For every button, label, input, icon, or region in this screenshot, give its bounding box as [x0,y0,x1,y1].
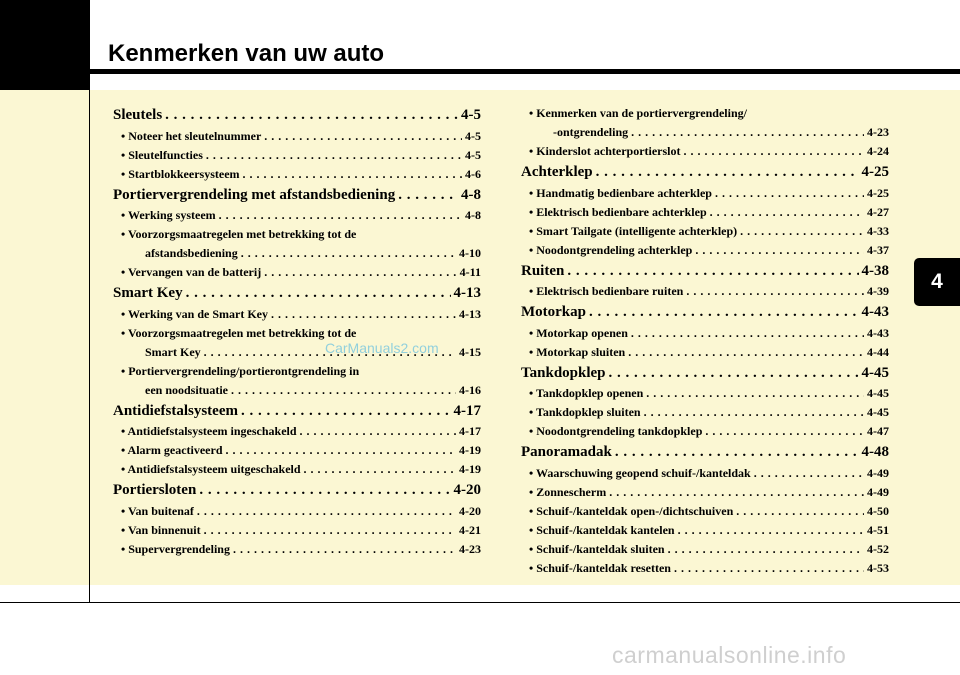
toc-page-number: 4-43 [867,325,889,340]
toc-entry[interactable] [521,422,889,441]
toc-entry[interactable] [113,441,481,460]
toc-entry[interactable] [113,127,481,146]
toc-section[interactable] [113,104,481,127]
toc-entry-title: Portiersloten [113,482,197,498]
toc-entry-title: • Werking van de Smart Key [121,306,268,321]
toc-entry[interactable] [113,165,481,184]
toc-page-number: 4-19 [459,462,481,476]
toc-page-number: 4-47 [867,424,889,438]
toc-page-number: 4-20 [459,503,481,518]
chapter-tab[interactable] [914,258,960,306]
toc-entry-title: • Elektrisch bedienbare achterklep [529,204,707,219]
toc-entry[interactable] [521,123,889,142]
toc-page-number: 4-52 [867,541,889,556]
toc-page-number: 4-48 [861,444,889,460]
toc-entry-title: • Portiervergrendeling/portierontgrendeling in [121,363,360,378]
leader-dots [204,521,456,540]
toc-entry-title: • Noteer het sleutelnummer [121,128,262,143]
toc-entry[interactable] [521,343,889,362]
toc-entry-title: • Voorzorgsmaatregelen met betrekking tot de [121,227,357,241]
toc-entry-title: • Sleutelfuncties [121,147,203,162]
toc-entry[interactable] [113,460,481,479]
toc-section[interactable] [521,441,889,464]
toc-page-number: 4-39 [867,284,889,298]
toc-entry-title: • Voorzorgsmaatregelen met betrekking tot de [121,325,357,340]
toc-page-number: 4-16 [459,382,481,397]
toc-entry[interactable] [521,241,889,260]
leader-dots [710,203,864,222]
toc-entry-title: • Tankdopklep sluiten [529,405,641,419]
toc-entry[interactable] [113,244,481,263]
toc-entry[interactable] [113,305,481,324]
leader-dots [736,502,864,521]
toc-entry[interactable] [521,502,889,521]
toc-page-number: 4-38 [861,262,889,279]
toc-section[interactable] [113,282,481,305]
toc-entry-title: • Kinderslot achterportierslot [529,144,681,158]
toc-entry-title: • Van binnenuit [121,522,201,537]
toc-page-number: 4-17 [459,424,481,438]
toc-page-number: 4-45 [861,364,889,381]
page-title: Kenmerken van uw auto [108,40,385,67]
leader-dots [226,441,457,460]
toc-entry-title: • Van buitenaf [121,503,194,518]
toc-section[interactable] [521,362,889,385]
leader-dots [705,422,864,441]
toc-entry[interactable] [521,483,889,502]
leader-dots [715,184,864,203]
site-watermark: carmanualsonline.info [612,642,847,668]
toc-page-number: 4-44 [867,344,889,359]
toc-entry-title: • Werking systeem [121,208,216,222]
corner-block [0,0,90,90]
toc-section[interactable] [113,400,481,423]
toc-entry[interactable] [113,381,481,400]
toc-page-number: 4-17 [453,402,481,419]
toc-entry[interactable] [113,521,481,540]
toc-entry[interactable] [521,521,889,540]
leader-dots [219,206,462,225]
leader-dots [589,301,859,324]
leader-dots [686,282,864,301]
leader-dots [206,146,462,165]
leader-dots [243,165,462,184]
leader-dots [231,381,456,400]
toc-entry[interactable] [113,502,481,521]
leader-dots [398,184,458,207]
toc-entry-title: • Alarm geactiveerd [121,443,223,457]
toc-page-number: 4-5 [465,147,481,162]
toc-entry-title: • Tankdopklep openen [529,386,644,400]
toc-entry-title: • Noodontgrendeling achterklep [529,242,693,257]
leader-dots [233,540,456,559]
toc-page-number: 4-8 [461,186,481,203]
leader-dots [186,282,451,305]
toc-page-number: 4-24 [867,144,889,158]
toc-page-number: 4-49 [867,465,889,480]
toc-page-number: 4-10 [459,246,481,260]
toc-entry-title: • Schuif-/kanteldak sluiten [529,541,665,556]
toc-page-number: 4-53 [867,560,889,575]
leader-dots [596,161,859,184]
toc-page-number: 4-25 [867,185,889,200]
bottom-rule [0,602,960,603]
toc-entry-title: • Startblokkeersysteem [121,166,240,181]
toc-entry[interactable] [113,540,481,559]
leader-dots [674,559,864,578]
toc-section[interactable] [521,301,889,324]
toc-entry-title: • Smart Tailgate (intelligente achterklep) [529,223,738,238]
toc-entry-title: • Waarschuwing geopend schuif-/kanteldak [529,465,751,480]
toc-entry[interactable] [113,225,481,244]
toc-page-number: 4-8 [465,208,481,222]
toc-entry-title: • Schuif-/kanteldak open-/dichtschuiven [529,503,734,518]
leader-dots [264,263,456,282]
toc-entry-title: • Handmatig bedienbare achterklep [529,185,712,200]
toc-entry-title: Portiervergrendeling met afstandsbediening [113,186,396,203]
leader-dots [646,384,864,403]
leader-dots [684,142,865,161]
toc-page-number: 4-43 [861,304,889,320]
toc-section[interactable] [113,184,481,207]
toc-entry[interactable] [521,540,889,559]
toc-page-number: 4-45 [867,386,889,400]
toc-entry-title: Tankdopklep [521,364,606,381]
leader-dots [300,422,456,441]
toc-entry[interactable] [521,282,889,301]
toc-entry[interactable] [521,464,889,483]
toc-entry-title: • Zonnescherm [529,484,607,499]
toc-entry[interactable] [521,403,889,422]
toc-entry-title: -ontgrendeling [553,125,629,139]
toc-entry-title: • Antidiefstalsysteem uitgeschakeld [121,462,301,476]
toc-entry[interactable] [521,222,889,241]
leader-dots [644,403,864,422]
toc-page-number: 4-13 [453,285,481,301]
toc-entry-title: Motorkap [521,304,586,320]
toc-page-number: 4-51 [867,522,889,537]
leader-dots [197,502,456,521]
toc-page-number: 4-19 [459,443,481,457]
toc-entry-title: een noodsituatie [145,382,229,397]
toc-entry-title: • Motorkap sluiten [529,344,626,359]
toc-section[interactable] [521,161,889,184]
toc-page-number: 4-49 [867,484,889,499]
toc-section[interactable] [113,479,481,502]
leader-dots [609,362,859,385]
toc-entry[interactable] [113,422,481,441]
toc-page-number: 4-27 [867,204,889,219]
toc-page-number: 4-45 [867,405,889,419]
toc-entry[interactable] [521,184,889,203]
leader-dots [615,441,859,464]
toc-entry-title: Ruiten [521,262,565,279]
toc-entry-title: • Supervergrendeling [121,541,230,556]
leader-dots [199,479,450,502]
toc-page-number: 4-5 [461,107,481,123]
toc-entry-title: • Noodontgrendeling tankdopklep [529,424,703,438]
toc-entry[interactable] [521,559,889,578]
toc-page-number: 4-33 [867,223,889,238]
toc-entry-title: • Vervangen van de batterij [121,265,262,279]
title-rule [90,69,960,74]
toc-page-number: 4-13 [459,306,481,321]
chapter-number: 4 [931,270,943,293]
leader-dots [631,123,864,142]
leader-dots [264,127,462,146]
toc-section[interactable] [521,260,889,283]
toc-entry[interactable] [113,362,481,381]
toc-page-number: 4-21 [459,522,481,537]
toc-entry[interactable] [521,384,889,403]
toc-entry[interactable] [113,206,481,225]
leader-dots [609,483,864,502]
leader-dots [241,244,456,263]
toc-right-column [521,104,889,578]
toc-entry-title: • Schuif-/kanteldak resetten [529,560,671,575]
toc-page-number: 4-5 [465,128,481,143]
margin-rule [89,0,90,603]
leader-dots [668,540,864,559]
leader-dots [754,464,864,483]
leader-dots [304,460,456,479]
leader-dots [740,222,864,241]
toc-page-number: 4-6 [465,166,481,181]
toc-entry-title: Smart Key [145,344,201,359]
toc-entry[interactable] [113,263,481,282]
leader-dots [567,260,858,283]
leader-dots [631,324,864,343]
toc-entry-title: Smart Key [113,285,183,301]
toc-page-number: 4-23 [867,125,889,139]
toc-entry[interactable] [521,142,889,161]
toc-left-column [113,104,481,559]
toc-entry-title: • Kenmerken van de portiervergrendeling/ [529,106,747,120]
toc-page-number: 4-15 [459,344,481,359]
toc-entry-title: Panoramadak [521,444,612,460]
leader-dots [628,343,864,362]
sidebar-panel [0,90,90,585]
toc-entry-title: afstandsbediening [145,246,238,260]
toc-entry-title: • Elektrisch bedienbare ruiten [529,284,684,298]
leader-dots [165,104,458,127]
toc-entry-title: Achterklep [521,164,593,180]
toc-entry-title: Antidiefstalsysteem [113,402,238,419]
leader-dots [695,241,864,260]
toc-entry-title: • Antidiefstalsysteem ingeschakeld [121,424,297,438]
leader-dots [678,521,864,540]
toc-entry[interactable] [521,104,889,123]
toc-page-number: 4-23 [459,541,481,556]
toc-page-number: 4-25 [861,164,889,180]
toc-entry-title: Sleutels [113,107,163,123]
toc-entry-title: • Schuif-/kanteldak kantelen [529,522,675,537]
toc-entry[interactable] [113,146,481,165]
toc-page-number: 4-11 [459,265,481,279]
toc-entry[interactable] [521,324,889,343]
toc-entry-title: • Motorkap openen [529,325,628,340]
toc-page-number: 4-37 [867,242,889,257]
leader-dots [271,305,456,324]
watermark: CarManuals2.com [325,340,439,356]
toc-page-number: 4-20 [453,482,481,498]
leader-dots [241,400,451,423]
toc-entry[interactable] [521,203,889,222]
toc-page-number: 4-50 [867,503,889,518]
